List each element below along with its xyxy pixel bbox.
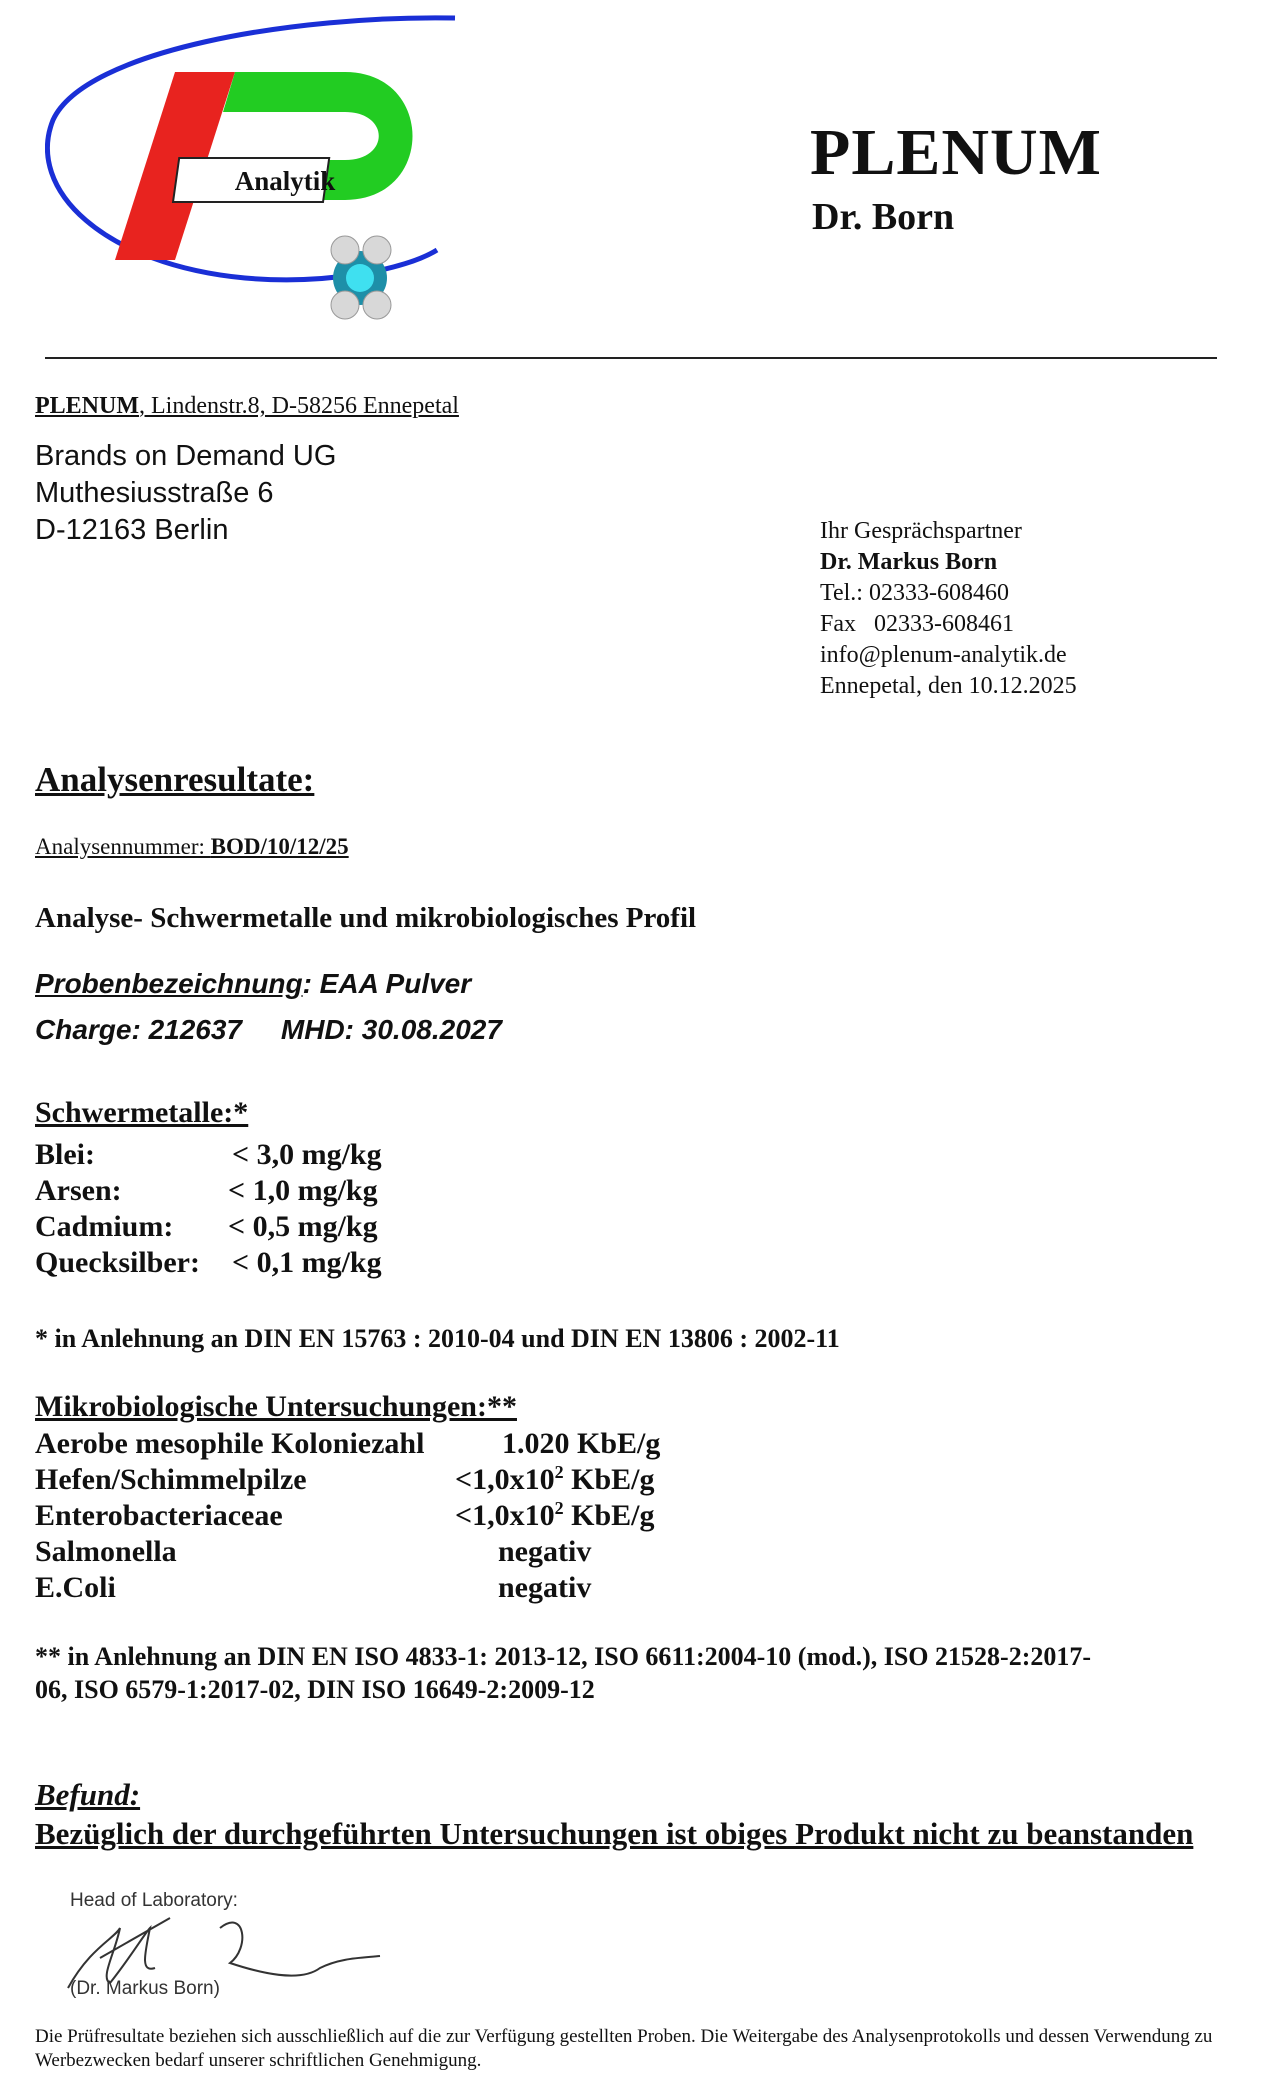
- micro-value: $<1,0x10^2$ KbE/g: [455, 1498, 655, 1532]
- metal-value: < 0,5 mg/kg: [228, 1210, 378, 1243]
- heavy-metals-note: * in Anlehnung an DIN EN 15763 : 2010-04 und DIN EN 13806 : 2002-11: [35, 1324, 840, 1353]
- footer-disclaimer: Die Prüfresultate beziehen sich ausschließlich auf die zur Verfügung gestellten Proben. Die Weitergabe des Analysenprotokolls und dessen Verwendung zu Werbezwecken bedarf unserer schriftlichen Genehmigung.: [35, 2026, 1213, 2071]
- micro-value: negativ: [498, 1535, 592, 1568]
- micro-name: E.Coli: [35, 1571, 116, 1604]
- recipient-address: [35, 438, 336, 549]
- contact-person: Dr. Markus Born: [820, 549, 998, 575]
- micro-name: Hefen/Schimmelpilze: [35, 1463, 307, 1496]
- micro-name: Aerobe mesophile Koloniezahl: [35, 1427, 425, 1460]
- analysis-number: Analysennummer: BOD/10/12/25: [35, 834, 349, 859]
- micro-value: $<1,0x10^2$ KbE/g: [455, 1462, 655, 1496]
- contact-fax: Fax 02333-608461: [820, 611, 1014, 637]
- metal-name: Blei:: [35, 1138, 95, 1171]
- metal-value: < 0,1 mg/kg: [232, 1246, 382, 1279]
- company-logo: [45, 10, 465, 330]
- signature-title: Head of Laboratory:: [70, 1890, 238, 1911]
- sender-address: , Lindenstr.8, D-58256 Ennepetal: [139, 393, 459, 419]
- metal-value: < 3,0 mg/kg: [232, 1138, 382, 1171]
- metal-value: < 1,0 mg/kg: [228, 1174, 378, 1207]
- sample-designation: [35, 968, 471, 1000]
- contact-tel: Tel.: 02333-608460: [820, 580, 1009, 606]
- sender-name: PLENUM: [35, 393, 139, 419]
- micro-name: Salmonella: [35, 1535, 177, 1568]
- signature-name: (Dr. Markus Born): [70, 1978, 220, 1999]
- sample-value: : EAA Pulver: [302, 968, 472, 999]
- metal-name: Quecksilber:: [35, 1246, 200, 1279]
- contact-block: [820, 516, 1077, 702]
- results-heading: Analysenresultate:: [35, 760, 315, 799]
- heavy-metals-heading: Schwermetalle:*: [35, 1096, 249, 1129]
- metal-name: Cadmium:: [35, 1210, 174, 1243]
- micro-name: Enterobacteriaceae: [35, 1499, 283, 1532]
- metal-name: Arsen:: [35, 1174, 122, 1207]
- sample-label: Probenbezeichnung: [35, 968, 303, 999]
- header-divider: [45, 357, 1217, 359]
- recipient-line: Brands on Demand UG: [35, 440, 337, 472]
- brand-subtitle: Dr. Born: [812, 196, 955, 238]
- contact-label: Ihr Gesprächspartner: [820, 518, 1022, 544]
- analysis-title: Analyse- Schwermetalle und mikrobiologisches Profil: [35, 902, 697, 934]
- logo-label: Analytik: [234, 166, 336, 196]
- batch-info: Charge: 212637 MHD: 30.08.2027: [35, 1014, 502, 1045]
- micro-heading: Mikrobiologische Untersuchungen:**: [35, 1390, 517, 1423]
- brand-name: PLENUM: [810, 116, 1102, 189]
- recipient-line: Muthesiusstraße 6: [35, 477, 274, 509]
- micro-value: 1.020 KbE/g: [502, 1427, 661, 1460]
- recipient-line: D-12163 Berlin: [35, 514, 229, 546]
- contact-date: Ennepetal, den 10.12.2025: [820, 673, 1077, 699]
- micro-note: ** in Anlehnung an DIN EN ISO 4833-1: 2013-12, ISO 6611:2004-10 (mod.), ISO 21528-2:2017- 06, ISO 6579-1:2017-02, DIN ISO 16649-2:2009-12: [35, 1642, 1092, 1704]
- signature: [60, 1888, 400, 2008]
- contact-email: info@plenum-analytik.de: [820, 642, 1067, 668]
- sender-line: [35, 393, 459, 420]
- micro-value: negativ: [498, 1571, 592, 1604]
- finding-heading: Befund:: [35, 1777, 141, 1812]
- finding-text: Bezüglich der durchgeführten Untersuchungen ist obiges Produkt nicht zu beanstanden: [35, 1816, 1194, 1851]
